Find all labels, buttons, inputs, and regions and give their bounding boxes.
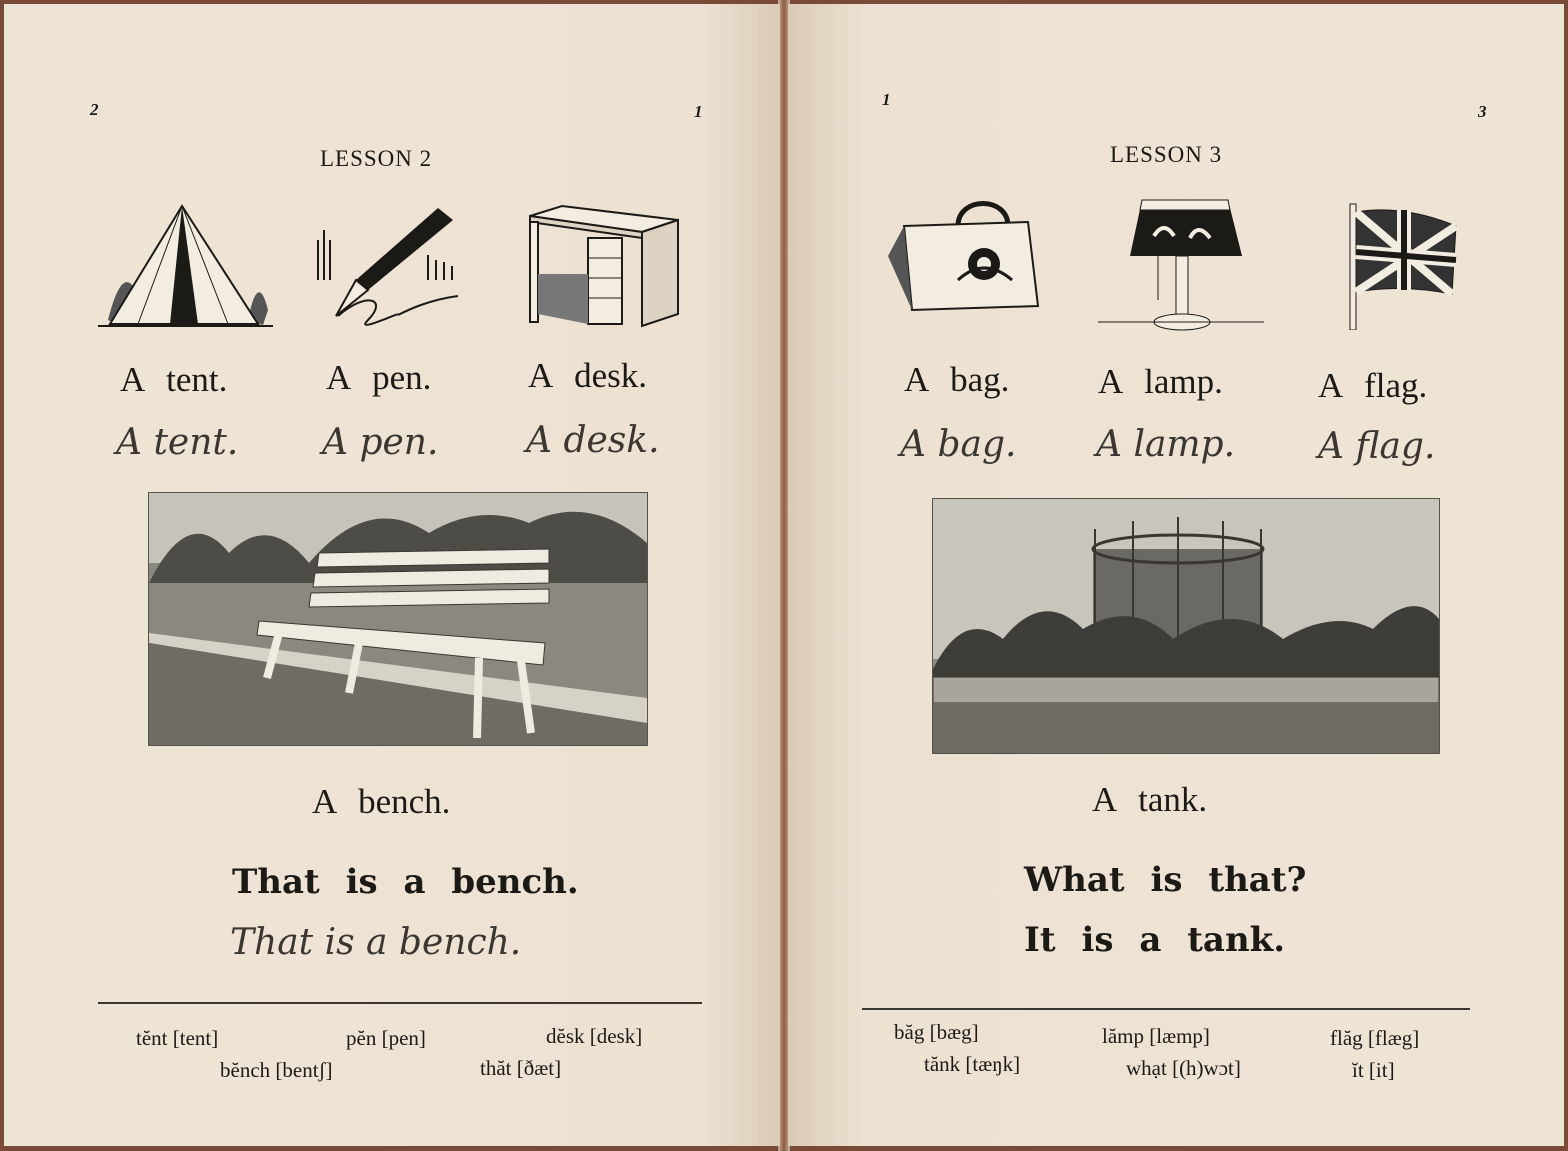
page-number-outer: 2 <box>90 100 99 119</box>
pen-icon <box>308 200 466 334</box>
word-bag: A bag. <box>904 360 1010 399</box>
question: What is that? <box>1024 860 1307 900</box>
bag-icon <box>888 196 1050 316</box>
photo-caption: A tank. <box>1092 780 1208 819</box>
answer: It is a tank. <box>1024 920 1286 960</box>
script-desk: A desk. <box>526 420 660 461</box>
script-lamp: A lamp. <box>1096 424 1236 465</box>
photo-caption: A bench. <box>312 782 451 821</box>
phonetic-flag: flăg [flæg] <box>1330 1026 1420 1050</box>
tent-icon <box>98 200 273 334</box>
phonetic-pen: pĕn [pen] <box>346 1026 426 1050</box>
lesson-title: LESSON 2 <box>320 146 433 171</box>
phonetic-lamp: lămp [læmp] <box>1102 1024 1210 1048</box>
phonetic-bench: bĕnch [bentʃ] <box>220 1058 333 1082</box>
phonetic-tent: tĕnt [tent] <box>136 1026 219 1050</box>
phonetic-tank: tănk [tæŋk] <box>924 1052 1021 1076</box>
script-pen: A pen. <box>322 422 439 463</box>
phonetic-bag: băg [bæg] <box>894 1020 979 1044</box>
script-bag: A bag. <box>900 424 1017 465</box>
flag-icon <box>1342 200 1462 330</box>
sentence-script: That is a bench. <box>230 922 522 963</box>
divider-rule <box>98 1002 702 1004</box>
phonetic-desk: dĕsk [desk] <box>546 1024 643 1048</box>
word-desk: A desk. <box>528 356 647 395</box>
phonetic-what: whạt [(h)wɔt] <box>1126 1056 1241 1080</box>
phonetic-it: ĭt [it] <box>1352 1058 1395 1082</box>
script-tent: A tent. <box>116 422 239 463</box>
word-flag: A flag. <box>1318 366 1428 405</box>
lamp-icon <box>1098 196 1264 336</box>
desk-icon <box>522 204 682 334</box>
phonetic-that: thăt [ðæt] <box>480 1056 562 1080</box>
word-lamp: A lamp. <box>1098 362 1223 401</box>
script-flag: A flag. <box>1318 426 1436 467</box>
page-number-inner: 1 <box>882 90 891 109</box>
park-bench-photo <box>148 492 648 746</box>
page-number-outer: 3 <box>1478 102 1487 121</box>
divider-rule <box>862 1008 1470 1010</box>
gas-tank-photo <box>932 498 1440 754</box>
sentence: That is a bench. <box>232 862 579 902</box>
page-number-inner: 1 <box>694 102 703 121</box>
lesson-title: LESSON 3 <box>1110 142 1223 167</box>
left-page <box>4 4 780 1146</box>
word-tent: A tent. <box>120 360 228 399</box>
word-pen: A pen. <box>326 358 432 397</box>
right-page <box>788 4 1564 1146</box>
